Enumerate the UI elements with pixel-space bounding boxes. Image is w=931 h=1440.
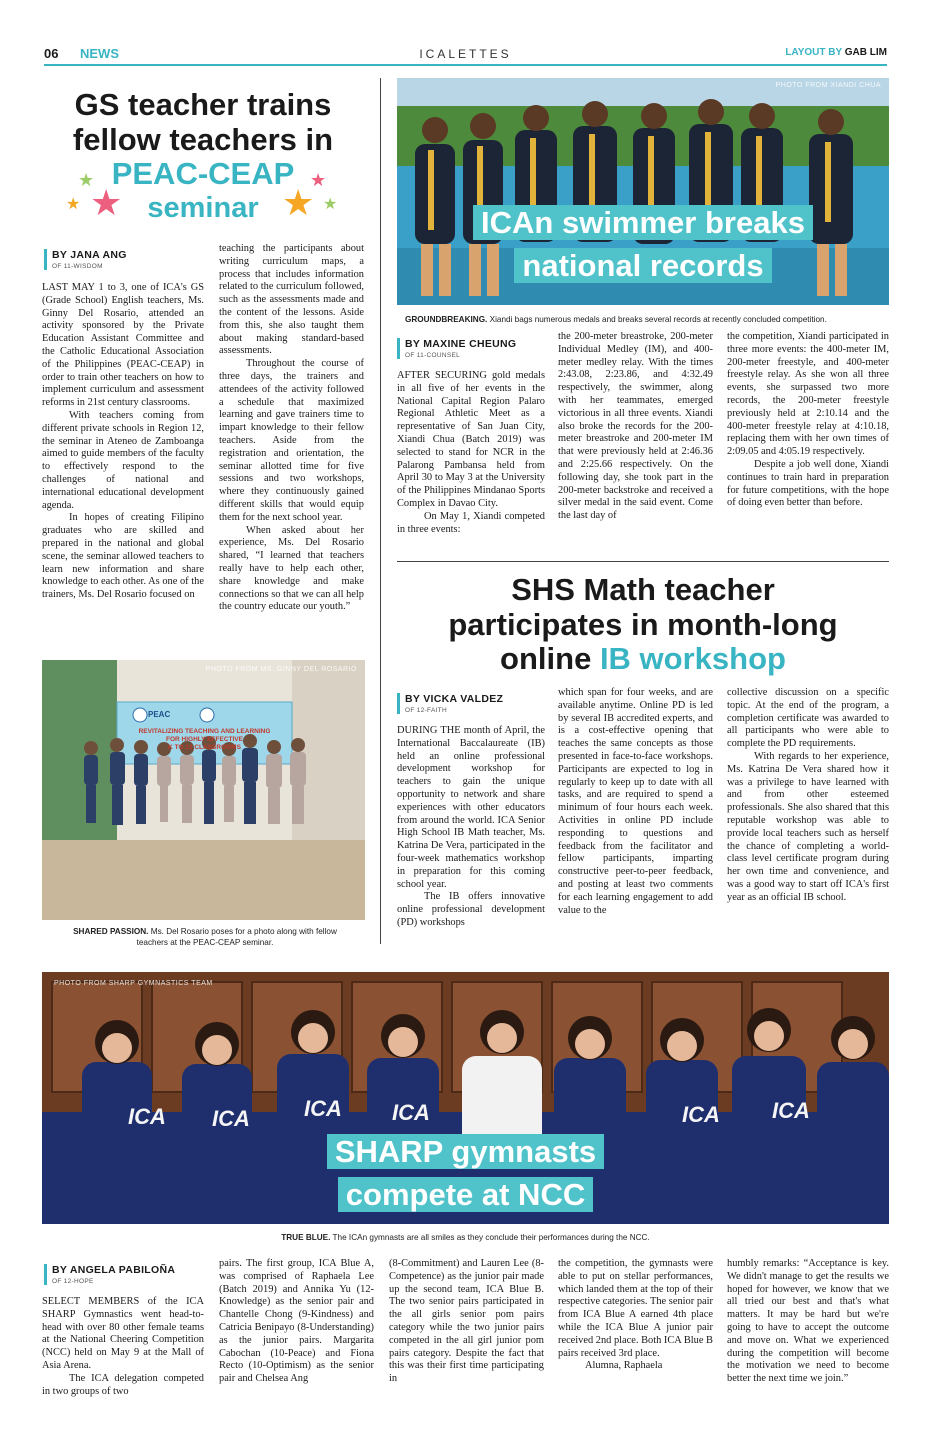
gym-photo-credit: PHOTO FROM SHARP GYMNASTICS TEAM xyxy=(54,980,213,987)
swim-paragraph: the 200-meter breastroke, 200-meter Individual Medley (IM), and 400-meter medley relay. With the times 2:43.08, 2:23.86, and 4:32.49 respectively, the swimmer, along with her teammates, emerged victorious in all three events. Xiandi also broke the records for the 200-meter breastroke and 200-meter IM that were previously held at 2:46.36 and 2:25.66 respectively. On the following day, she took part in the 200-meter backstroke and received a silver medal in the said event. Come the last day of xyxy=(558,331,713,522)
gym-column-2 xyxy=(219,1258,374,1386)
swim-paragraph: AFTER SECURING gold medals in all five of her events in the National Capital Region Palaro Regional Athletic Meet as a representative of San Juan City, Xiandi Chua (Batch 2019) was selected to stand for NCR in the Palarong Pambansa held from April 30 to May 3 at the University of the Philippines Mindanao Sports Complex in Davao City. xyxy=(397,370,545,509)
gym-column-1 xyxy=(42,1296,204,1398)
gs-column-1 xyxy=(42,282,204,602)
shs-paragraph: which span for four weeks, and are available anytime. Online PD is led by several IB accredited experts, and is a cost-effective opening that teaches the same concepts as those presented in face-to-face workshops. Participants are expected to log in regularly to keep up to date with all tasks, and are required to spend a minimum of four hours each week. Activities in online PD include responding to questions and feedback from the facilitator and fellow participants, imparting constructive peer-to-peer feedback, and posting at least two comments for each learning engagement to add value to the xyxy=(558,687,713,916)
gym-byline-name: BY ANGELA PABILOÑA xyxy=(52,1264,176,1276)
uniform-logo: ICA xyxy=(212,1106,250,1131)
gs-paragraph: With teachers coming from different private schools in Region 12, the seminar in Ateneo de Zamboanga aimed to guide members of the faculty to effectively respond to the challenges of national and international educational development agenda. xyxy=(42,409,204,511)
section-label: NEWS xyxy=(80,46,119,61)
gym-column-3 xyxy=(389,1258,544,1386)
gym-overlay-line1: SHARP gymnasts xyxy=(327,1134,604,1169)
gym-overlay-line2: compete at NCC xyxy=(338,1177,593,1212)
gs-column-2 xyxy=(219,243,364,614)
shs-headline-line1: SHS Math teacher xyxy=(511,572,775,607)
gym-photo xyxy=(42,972,889,1224)
swim-caption-label: GROUNDBREAKING. xyxy=(405,315,488,324)
gs-paragraph: In hopes of creating Filipino graduates who are skilled and prepared in the national and global scene, the seminar allowed teachers to learn new information and share knowledge to each other. As one of the trainers, Ms. Del Rosario focused on xyxy=(42,512,204,601)
gym-paragraph: SELECT MEMBERS of the ICA SHARP Gymnastics went head-to-head with over 80 other female teams at the National Cheering Competition (NCC) held on May 9 at the Mall of Asia Arena. xyxy=(42,1296,204,1371)
gym-caption-label: TRUE BLUE. xyxy=(281,1233,331,1242)
layout-credit xyxy=(785,47,887,58)
gs-headline-line4: seminar xyxy=(147,192,259,225)
gs-photo-credit: PHOTO FROM MS. GINNY DEL ROSARIO xyxy=(205,666,357,673)
seminar-banner xyxy=(117,728,292,752)
shs-headline xyxy=(397,573,889,677)
shs-column-3 xyxy=(727,687,889,905)
column-divider xyxy=(380,78,381,944)
gym-column-5 xyxy=(727,1258,889,1386)
green-star-icon: ★ xyxy=(78,170,95,191)
gym-overlay-title xyxy=(42,1132,889,1216)
gs-paragraph: LAST MAY 1 to 3, one of ICA's GS (Grade School) English teachers, Ms. Ginny Del Rosario, attended an activity sponsored by the Private Education Assistant Committee and the Catholic Educational Association of the Philippines (PEAC-CEAP) in order to train other teachers on how to implement curriculum and assessment reforms in 21st century classrooms. xyxy=(42,282,204,409)
shs-paragraph: The IB offers innovative online professional development (PD) workshops xyxy=(397,891,545,928)
uniform-logo: ICA xyxy=(772,1098,810,1123)
pink-star-icon: ★ xyxy=(90,183,123,224)
gym-byline xyxy=(44,1264,204,1285)
swim-caption xyxy=(405,314,889,325)
swim-column-1 xyxy=(397,370,545,536)
layout-name: GAB LIM xyxy=(844,47,887,58)
shs-paragraph: collective discussion on a specific topic. At the end of the program, a completion certificate was awarded to all participants who were able to complete the PD requirements. xyxy=(727,687,889,750)
gs-headline-line3: PEAC-CEAP xyxy=(111,156,295,192)
uniform-logo: ICA xyxy=(304,1096,342,1121)
shs-byline-section: OF 12-FAITH xyxy=(405,707,447,714)
swim-paragraph: On May 1, Xiandi competed in three events: xyxy=(397,510,545,535)
swim-caption-text: Xiandi bags numerous medals and breaks several records at recently concluded competition. xyxy=(489,315,827,324)
shs-headline-line3b: IB workshop xyxy=(599,641,786,677)
gym-caption xyxy=(0,1232,931,1243)
pink-star-small-icon: ★ xyxy=(310,170,327,191)
shs-column-1 xyxy=(397,725,545,930)
publication-name: ICALETTES xyxy=(419,47,512,61)
shs-headline-line2: participates in month-long xyxy=(448,606,838,642)
shs-headline-line3a: online xyxy=(500,641,600,677)
gs-headline-line1: GS teacher trains xyxy=(74,87,332,122)
uniform-logo: ICA xyxy=(128,1104,166,1129)
gs-byline-section: OF 11-WISDOM xyxy=(52,263,103,270)
gym-column-4 xyxy=(558,1258,713,1373)
uniform-logo: ICA xyxy=(682,1102,720,1127)
gym-paragraph: The ICA delegation competed in two groups of two xyxy=(42,1372,204,1397)
gs-caption-label: SHARED PASSION. xyxy=(73,927,149,936)
banner-line1: REVITALIZING TEACHING AND LEARNING xyxy=(138,728,271,735)
swim-byline-section: OF 11-COUNSEL xyxy=(405,352,461,359)
gs-paragraph: Throughout the course of three days, the trainers and attendees of the activity followed a schedule that maximized learning and gave trainers time to impart knowledge to their fellow teachers. Aside from the registration and orientation, the seminar allotted time for five sessions and two workshops, where they continuously gained different skills that would equip them for the next school year. xyxy=(219,358,364,523)
shs-paragraph: With regards to her experience, Ms. Katrina De Vera shared how it was a privilege to have learned with and from other esteemed professionals. She also shared that this reputable workshop was able to provide local teachers such as herself the chance of completing a world-class level certificate program during her own time and convenience, and was a good way to start off ICA's first year as an official IB school. xyxy=(727,750,889,903)
gs-photo xyxy=(42,660,365,920)
swim-column-3 xyxy=(727,331,889,510)
gym-paragraph: humbly remarks: “Acceptance is key. We didn't manage to get the results we hoped for however, we know that we all tried our best and that's what matters. It may be hard but we're going to have to accept the outcome and move on. What we experienced during the competition will become the motivation we need to become better the next time we join.” xyxy=(727,1258,889,1385)
gs-byline-name: BY JANA ANG xyxy=(52,249,127,261)
shs-paragraph: DURING THE month of April, the International Baccalaureate (IB) held an online professional development workshop for teachers to gain the unique opportunity to network and share experiences with other educators from around the world. ICA Senior High School IB Math teacher, Ms. Katrina De Vera, participated in the four-week mathematics workshop in preparation for this coming school year. xyxy=(397,725,545,890)
gym-byline-section: OF 12-HOPE xyxy=(52,1278,94,1285)
banner-line2: FOR HIGHLY EFFECTIVE xyxy=(166,736,243,743)
gs-headline-line2: fellow teachers in xyxy=(72,121,334,157)
uniform-logo: ICA xyxy=(392,1100,430,1125)
banner-org: PEAC xyxy=(148,710,171,719)
gs-byline xyxy=(44,249,204,270)
swim-photo-credit: PHOTO FROM XIANDI CHUA xyxy=(775,82,881,89)
green-star-small-icon: ★ xyxy=(323,194,338,213)
shs-byline xyxy=(397,693,547,714)
header-rule xyxy=(44,64,887,66)
seminar-photo-image xyxy=(42,660,365,920)
page-number: 06 xyxy=(44,46,59,61)
banner-line3: K TO 12 CLASSROOMS xyxy=(168,744,241,751)
swim-overlay-title xyxy=(397,203,889,287)
swim-overlay-line1: ICAn swimmer breaks xyxy=(473,205,813,240)
shs-column-2 xyxy=(558,687,713,917)
swim-byline-name: BY MAXINE CHEUNG xyxy=(405,338,517,350)
gym-paragraph: pairs. The first group, ICA Blue A, was comprised of Raphaela Lee (Batch 2019) and Annika Yu (12- Knowledge) as the senior pair and Chantelle Chong (9-Kindness) and Catricia Benipayo (8-Understanding) as the junior pairs. Margarita Cabochan (10-Peace) and Fiona Recto (10-Optimism) as the senior pair and Chelsea Ang xyxy=(219,1258,374,1385)
gym-caption-text: The ICAn gymnasts are all smiles as they conclude their performances during the NCC. xyxy=(332,1233,650,1242)
orange-star-icon: ★ xyxy=(66,194,81,213)
gs-caption-text: Ms. Del Rosario poses for a photo along with fellow teachers at the PEAC-CEAP seminar. xyxy=(136,927,337,947)
story-divider xyxy=(397,561,889,562)
layout-prefix: LAYOUT BY xyxy=(785,47,842,58)
swim-column-2 xyxy=(558,331,713,523)
shs-byline-name: BY VICKA VALDEZ xyxy=(405,693,504,705)
swim-overlay-line2: national records xyxy=(514,248,771,283)
gym-paragraph: the competition, the gymnasts were able to put on stellar performances, which landed them at the top of their respective categories. The senior pair from ICA Blue A earned 4th place while the ICA Blue A junior pair received 2nd place. Both ICA Blue B pairs received 3rd place. xyxy=(558,1258,713,1359)
swim-paragraph: the competition, Xiandi participated in three more events: the 400-meter IM, 200-meter freestyle, and 400-meter freestyle relay. As she won all three events, she surpassed two more records, the 200-meter freestyle previously held at 2:10.14 and the 400-meter freestyle relay at 4:10.18, replacing them with her own times of 2:09.05 and 4:05.19 respectively. xyxy=(727,331,889,458)
gs-paragraph: When asked about her experience, Ms. Del Rosario shared, “I learned that teachers really have to help each other, share knowledge and make connections so that we can all help the country educate our youth.” xyxy=(219,524,364,613)
orange-star-large-icon: ★ xyxy=(282,183,315,224)
gym-paragraph: Alumna, Raphaela xyxy=(585,1360,663,1372)
shs-headline-line3 xyxy=(397,642,889,677)
gym-paragraph: (8-Commitment) and Lauren Lee (8-Competence) as the junior pair made up the second team, ICA Blue B. The two senior pairs participated in the all girls senior pom pairs category while the two junior pairs competed in the all girl junior pom pairs category. Despite the fact that this was their first time participating in xyxy=(389,1258,544,1385)
swim-byline xyxy=(397,338,547,359)
swim-photo xyxy=(397,78,889,305)
gs-paragraph: teaching the participants about writing curriculum maps, a process that includes information related to the curriculum followed, such as the assessments made and the content of the lessons. Aside from this, she also taught them about making standard-based assessments. xyxy=(219,243,364,357)
gs-caption xyxy=(60,926,350,948)
swim-paragraph: Despite a job well done, Xiandi continues to train hard in preparation for future competitions, with the hope of doing even better than before. xyxy=(727,458,889,509)
